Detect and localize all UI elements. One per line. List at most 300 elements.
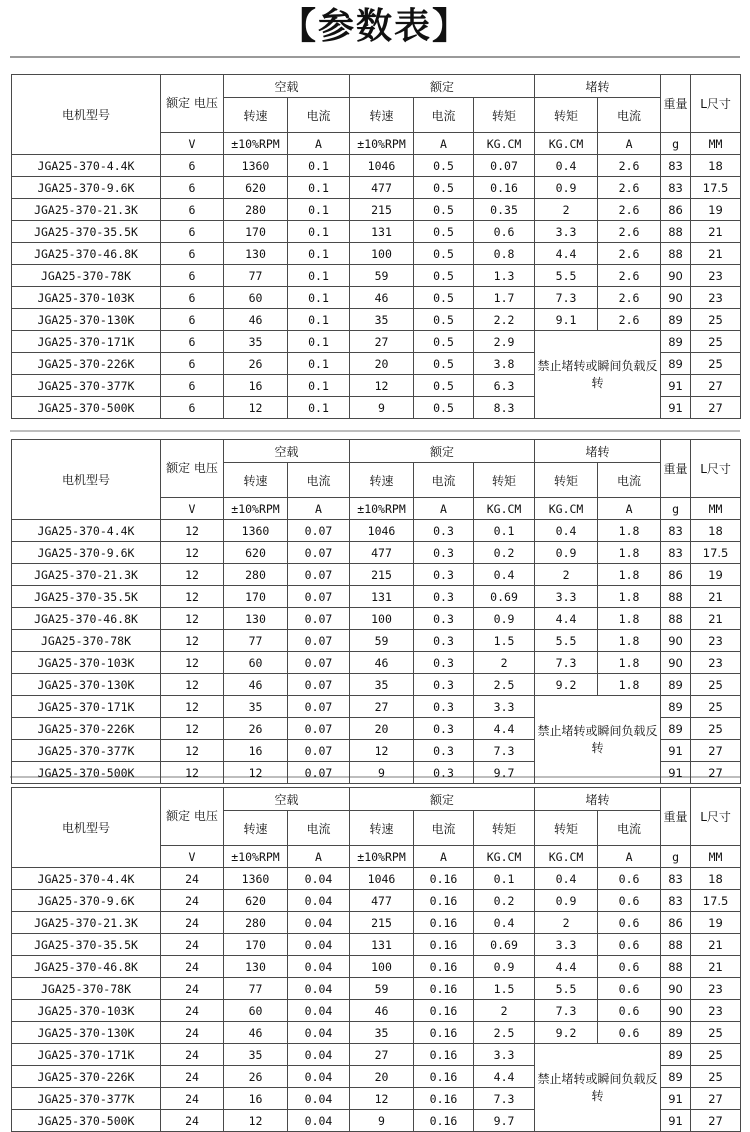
rated-torque-cell: 4.4 (474, 718, 535, 740)
no-load-current-cell: 0.04 (288, 1066, 350, 1088)
rated-speed-cell: 9 (350, 1110, 414, 1132)
weight-header: 重量 (661, 75, 691, 133)
no-load-speed-cell: 26 (224, 353, 288, 375)
rated-current-cell: 0.16 (414, 1088, 474, 1110)
stall-current-cell: 1.8 (598, 630, 661, 652)
voltage-cell: 12 (161, 608, 224, 630)
no-load-speed-cell: 77 (224, 630, 288, 652)
stall-current-cell: 0.6 (598, 956, 661, 978)
unit-cell: g (661, 846, 691, 868)
rated-current-cell: 0.16 (414, 868, 474, 890)
no-load-speed-cell: 26 (224, 1066, 288, 1088)
rated-speed-cell: 59 (350, 265, 414, 287)
stall-torque-cell: 5.5 (535, 630, 598, 652)
weight-cell: 86 (661, 199, 691, 221)
model-cell: JGA25-370-35.5K (12, 586, 161, 608)
rated-current-cell: 0.16 (414, 956, 474, 978)
unit-cell: A (598, 133, 661, 155)
voltage-cell: 12 (161, 652, 224, 674)
stall-not-allowed-note: 禁止堵转或瞬间负载反转 (535, 696, 661, 784)
no-load-speed-cell: 26 (224, 718, 288, 740)
weight-cell: 90 (661, 652, 691, 674)
length-cell: 23 (691, 978, 741, 1000)
rated-speed-cell: 20 (350, 353, 414, 375)
stall-torque-cell: 0.9 (535, 542, 598, 564)
voltage-cell: 6 (161, 309, 224, 331)
no-load-current-cell: 0.1 (288, 375, 350, 397)
rated-current-cell: 0.3 (414, 542, 474, 564)
voltage-cell: 6 (161, 265, 224, 287)
model-cell: JGA25-370-9.6K (12, 177, 161, 199)
rated-speed-cell: 1046 (350, 155, 414, 177)
no-load-current-cell: 0.1 (288, 287, 350, 309)
rated-current-cell: 0.16 (414, 1066, 474, 1088)
table-row (12, 199, 741, 221)
weight-cell: 88 (661, 243, 691, 265)
weight-cell: 91 (661, 397, 691, 419)
rated-speed-cell: 35 (350, 309, 414, 331)
unit-cell: A (414, 498, 474, 520)
unit-cell: g (661, 498, 691, 520)
rated-torque-cell: 0.1 (474, 520, 535, 542)
rated-torque-cell: 3.3 (474, 696, 535, 718)
unit-cell: KG.CM (535, 846, 598, 868)
model-cell: JGA25-370-9.6K (12, 542, 161, 564)
stall-current-cell: 2.6 (598, 155, 661, 177)
voltage-cell: 24 (161, 1044, 224, 1066)
model-cell: JGA25-370-103K (12, 652, 161, 674)
table-row (12, 912, 741, 934)
model-cell: JGA25-370-130K (12, 1022, 161, 1044)
rated-torque-cell: 1.3 (474, 265, 535, 287)
voltage-cell: 12 (161, 520, 224, 542)
table-row (12, 1022, 741, 1044)
stall-current-cell: 1.8 (598, 586, 661, 608)
voltage-cell: 12 (161, 630, 224, 652)
model-cell: JGA25-370-46.8K (12, 956, 161, 978)
weight-cell: 90 (661, 630, 691, 652)
no-load-current-cell: 0.1 (288, 177, 350, 199)
rated-torque-cell: 3.8 (474, 353, 535, 375)
model-cell: JGA25-370-78K (12, 978, 161, 1000)
torque-header: 转矩 (535, 98, 598, 133)
stall-torque-cell: 5.5 (535, 978, 598, 1000)
stall-torque-cell: 0.4 (535, 520, 598, 542)
table-row (12, 934, 741, 956)
stall-current-cell: 1.8 (598, 608, 661, 630)
rated-header: 额定 (350, 75, 535, 98)
rated-current-cell: 0.16 (414, 1044, 474, 1066)
table-row (12, 542, 741, 564)
table-row (12, 1000, 741, 1022)
model-cell: JGA25-370-171K (12, 696, 161, 718)
weight-cell: 91 (661, 1088, 691, 1110)
no-load-current-cell: 0.04 (288, 890, 350, 912)
no-load-speed-cell: 1360 (224, 155, 288, 177)
no-load-current-cell: 0.04 (288, 1022, 350, 1044)
stall-header: 堵转 (535, 75, 661, 98)
stall-torque-cell: 7.3 (535, 1000, 598, 1022)
voltage-cell: 24 (161, 868, 224, 890)
no-load-current-cell: 0.07 (288, 608, 350, 630)
stall-torque-cell: 9.2 (535, 674, 598, 696)
weight-cell: 90 (661, 287, 691, 309)
unit-cell: V (161, 846, 224, 868)
rated-current-cell: 0.5 (414, 375, 474, 397)
voltage-cell: 12 (161, 762, 224, 784)
stall-current-cell: 0.6 (598, 912, 661, 934)
rated-torque-cell: 0.07 (474, 155, 535, 177)
voltage-cell: 6 (161, 353, 224, 375)
length-cell: 21 (691, 586, 741, 608)
length-cell: 25 (691, 1066, 741, 1088)
stall-torque-cell: 0.4 (535, 155, 598, 177)
model-cell: JGA25-370-35.5K (12, 934, 161, 956)
stall-current-cell: 2.6 (598, 243, 661, 265)
no-load-speed-cell: 35 (224, 331, 288, 353)
no-load-current-cell: 0.1 (288, 309, 350, 331)
unit-cell: A (414, 133, 474, 155)
speed-header: 转速 (224, 463, 288, 498)
rated-speed-cell: 46 (350, 287, 414, 309)
rated-speed-cell: 131 (350, 934, 414, 956)
length-cell: 25 (691, 718, 741, 740)
rated-torque-cell: 0.2 (474, 890, 535, 912)
rated-speed-cell: 100 (350, 243, 414, 265)
rated-speed-cell: 477 (350, 177, 414, 199)
rated-speed-cell: 12 (350, 740, 414, 762)
weight-cell: 83 (661, 177, 691, 199)
weight-cell: 91 (661, 1110, 691, 1132)
voltage-cell: 24 (161, 1022, 224, 1044)
stall-header: 堵转 (535, 788, 661, 811)
stall-torque-cell: 4.4 (535, 243, 598, 265)
length-cell: 27 (691, 397, 741, 419)
stall-torque-cell: 2 (535, 912, 598, 934)
unit-cell: KG.CM (474, 846, 535, 868)
rated-speed-cell: 46 (350, 652, 414, 674)
rated-current-cell: 0.3 (414, 674, 474, 696)
rated-torque-cell: 1.5 (474, 978, 535, 1000)
weight-cell: 88 (661, 608, 691, 630)
length-cell: 27 (691, 762, 741, 784)
stall-torque-cell: 0.9 (535, 890, 598, 912)
weight-cell: 90 (661, 1000, 691, 1022)
table-row (12, 956, 741, 978)
torque-header: 转矩 (535, 463, 598, 498)
stall-torque-cell: 3.3 (535, 586, 598, 608)
model-cell: JGA25-370-500K (12, 1110, 161, 1132)
voltage-cell: 6 (161, 397, 224, 419)
weight-cell: 88 (661, 586, 691, 608)
rated-speed-cell: 215 (350, 564, 414, 586)
voltage-cell: 24 (161, 1000, 224, 1022)
torque-header: 转矩 (535, 811, 598, 846)
no-load-speed-cell: 130 (224, 956, 288, 978)
model-cell: JGA25-370-78K (12, 630, 161, 652)
length-cell: 21 (691, 934, 741, 956)
model-cell: JGA25-370-4.4K (12, 868, 161, 890)
length-cell: 21 (691, 221, 741, 243)
no-load-speed-cell: 170 (224, 934, 288, 956)
rated-torque-cell: 0.4 (474, 564, 535, 586)
rated-torque-cell: 0.69 (474, 934, 535, 956)
unit-cell: ±10%RPM (224, 846, 288, 868)
voltage-cell: 12 (161, 740, 224, 762)
voltage-cell: 24 (161, 1110, 224, 1132)
weight-cell: 88 (661, 934, 691, 956)
voltage-cell: 24 (161, 934, 224, 956)
table-row (12, 155, 741, 177)
current-header: 电流 (598, 98, 661, 133)
voltage-cell: 24 (161, 978, 224, 1000)
rated-torque-cell: 3.3 (474, 1044, 535, 1066)
no-load-speed-cell: 1360 (224, 520, 288, 542)
voltage-cell: 6 (161, 243, 224, 265)
rated-torque-cell: 9.7 (474, 762, 535, 784)
no-load-speed-cell: 46 (224, 1022, 288, 1044)
table-row (12, 890, 741, 912)
no-load-current-cell: 0.07 (288, 630, 350, 652)
table-row (12, 1044, 741, 1066)
rated-torque-cell: 7.3 (474, 1088, 535, 1110)
current-header: 电流 (288, 463, 350, 498)
no-load-current-cell: 0.1 (288, 397, 350, 419)
no-load-speed-cell: 77 (224, 978, 288, 1000)
table-row (12, 265, 741, 287)
no-load-speed-cell: 12 (224, 397, 288, 419)
rated-current-cell: 0.5 (414, 155, 474, 177)
stall-current-cell: 2.6 (598, 177, 661, 199)
stall-current-cell: 1.8 (598, 542, 661, 564)
stall-current-cell: 0.6 (598, 1022, 661, 1044)
rated-torque-cell: 0.4 (474, 912, 535, 934)
voltage-cell: 12 (161, 718, 224, 740)
no-load-current-cell: 0.07 (288, 586, 350, 608)
page-title: 【参数表】 (279, 6, 470, 47)
model-cell: JGA25-370-171K (12, 1044, 161, 1066)
rated-header: 额定 (350, 440, 535, 463)
section-divider (10, 430, 740, 432)
no-load-speed-cell: 280 (224, 912, 288, 934)
voltage-cell: 12 (161, 674, 224, 696)
model-cell: JGA25-370-171K (12, 331, 161, 353)
no-load-current-cell: 0.07 (288, 652, 350, 674)
rated-torque-cell: 6.3 (474, 375, 535, 397)
rated-voltage-header: 额定 电压 (161, 440, 224, 498)
rated-current-cell: 0.3 (414, 630, 474, 652)
current-header: 电流 (598, 811, 661, 846)
rated-speed-cell: 27 (350, 1044, 414, 1066)
no-load-current-cell: 0.1 (288, 155, 350, 177)
speed-header: 转速 (224, 811, 288, 846)
rated-current-cell: 0.3 (414, 740, 474, 762)
rated-torque-cell: 0.9 (474, 956, 535, 978)
rated-speed-cell: 215 (350, 912, 414, 934)
torque-header: 转矩 (474, 463, 535, 498)
rated-torque-cell: 2 (474, 1000, 535, 1022)
model-cell: JGA25-370-377K (12, 740, 161, 762)
length-cell: 23 (691, 1000, 741, 1022)
stall-torque-cell: 0.4 (535, 868, 598, 890)
no-load-speed-cell: 130 (224, 608, 288, 630)
rated-speed-cell: 477 (350, 542, 414, 564)
no-load-current-cell: 0.07 (288, 718, 350, 740)
rated-current-cell: 0.3 (414, 608, 474, 630)
table-row (12, 586, 741, 608)
stall-torque-cell: 5.5 (535, 265, 598, 287)
stall-torque-cell: 2 (535, 199, 598, 221)
model-cell: JGA25-370-226K (12, 718, 161, 740)
rated-current-cell: 0.3 (414, 520, 474, 542)
no-load-current-cell: 0.04 (288, 1088, 350, 1110)
rated-current-cell: 0.16 (414, 890, 474, 912)
weight-cell: 89 (661, 696, 691, 718)
rated-torque-cell: 0.2 (474, 542, 535, 564)
stall-current-cell: 2.6 (598, 287, 661, 309)
model-cell: JGA25-370-130K (12, 309, 161, 331)
stall-current-cell: 2.6 (598, 265, 661, 287)
length-cell: 25 (691, 696, 741, 718)
stall-not-allowed-note: 禁止堵转或瞬间负载反转 (535, 331, 661, 419)
weight-cell: 83 (661, 542, 691, 564)
rated-speed-cell: 20 (350, 1066, 414, 1088)
model-cell: JGA25-370-4.4K (12, 520, 161, 542)
length-cell: 23 (691, 630, 741, 652)
rated-current-cell: 0.3 (414, 762, 474, 784)
weight-cell: 89 (661, 1044, 691, 1066)
length-cell: 25 (691, 331, 741, 353)
rated-current-cell: 0.16 (414, 1000, 474, 1022)
rated-current-cell: 0.5 (414, 243, 474, 265)
table-row (12, 608, 741, 630)
weight-cell: 83 (661, 890, 691, 912)
length-cell: 23 (691, 265, 741, 287)
speed-header: 转速 (350, 811, 414, 846)
weight-cell: 89 (661, 1066, 691, 1088)
rated-current-cell: 0.5 (414, 177, 474, 199)
no-load-speed-cell: 60 (224, 652, 288, 674)
current-header: 电流 (288, 811, 350, 846)
unit-cell: ±10%RPM (350, 846, 414, 868)
rated-speed-cell: 9 (350, 762, 414, 784)
weight-cell: 90 (661, 265, 691, 287)
rated-voltage-header: 额定 电压 (161, 75, 224, 133)
weight-cell: 91 (661, 762, 691, 784)
stall-current-cell: 2.6 (598, 221, 661, 243)
unit-cell: g (661, 133, 691, 155)
stall-torque-cell: 0.9 (535, 177, 598, 199)
stall-current-cell: 0.6 (598, 934, 661, 956)
length-header: L尺寸 (691, 75, 741, 133)
length-header: L尺寸 (691, 788, 741, 846)
speed-header: 转速 (350, 98, 414, 133)
rated-current-cell: 0.3 (414, 652, 474, 674)
no-load-header: 空载 (224, 75, 350, 98)
table-row (12, 696, 741, 718)
weight-cell: 89 (661, 353, 691, 375)
weight-header: 重量 (661, 440, 691, 498)
no-load-speed-cell: 280 (224, 199, 288, 221)
stall-current-cell: 0.6 (598, 978, 661, 1000)
no-load-current-cell: 0.04 (288, 912, 350, 934)
no-load-speed-cell: 130 (224, 243, 288, 265)
rated-torque-cell: 2.5 (474, 674, 535, 696)
no-load-current-cell: 0.04 (288, 934, 350, 956)
rated-torque-cell: 0.8 (474, 243, 535, 265)
rated-current-cell: 0.3 (414, 696, 474, 718)
voltage-cell: 24 (161, 1088, 224, 1110)
table-row (12, 978, 741, 1000)
spec-table-6v (11, 74, 741, 419)
length-cell: 27 (691, 1088, 741, 1110)
rated-current-cell: 0.5 (414, 199, 474, 221)
length-cell: 18 (691, 155, 741, 177)
no-load-header: 空载 (224, 440, 350, 463)
rated-current-cell: 0.3 (414, 564, 474, 586)
no-load-speed-cell: 620 (224, 890, 288, 912)
voltage-cell: 24 (161, 890, 224, 912)
stall-torque-cell: 4.4 (535, 608, 598, 630)
current-header: 电流 (288, 98, 350, 133)
voltage-cell: 24 (161, 956, 224, 978)
spec-table-12v (11, 439, 741, 784)
no-load-header: 空载 (224, 788, 350, 811)
weight-cell: 89 (661, 331, 691, 353)
title-divider (10, 56, 740, 58)
model-cell: JGA25-370-226K (12, 353, 161, 375)
unit-cell: ±10%RPM (224, 498, 288, 520)
no-load-speed-cell: 16 (224, 1088, 288, 1110)
model-cell: JGA25-370-500K (12, 762, 161, 784)
weight-cell: 89 (661, 309, 691, 331)
rated-current-cell: 0.3 (414, 586, 474, 608)
no-load-current-cell: 0.04 (288, 1044, 350, 1066)
stall-current-cell: 0.6 (598, 890, 661, 912)
weight-cell: 91 (661, 740, 691, 762)
no-load-current-cell: 0.07 (288, 674, 350, 696)
voltage-cell: 12 (161, 542, 224, 564)
no-load-current-cell: 0.04 (288, 956, 350, 978)
rated-current-cell: 0.16 (414, 1110, 474, 1132)
length-cell: 17.5 (691, 542, 741, 564)
model-cell: JGA25-370-35.5K (12, 221, 161, 243)
rated-speed-cell: 59 (350, 630, 414, 652)
rated-torque-cell: 8.3 (474, 397, 535, 419)
no-load-current-cell: 0.1 (288, 265, 350, 287)
length-cell: 21 (691, 956, 741, 978)
rated-torque-cell: 2 (474, 652, 535, 674)
unit-cell: V (161, 498, 224, 520)
unit-cell: MM (691, 846, 741, 868)
stall-not-allowed-note: 禁止堵转或瞬间负载反转 (535, 1044, 661, 1132)
stall-torque-cell: 7.3 (535, 652, 598, 674)
model-cell: JGA25-370-4.4K (12, 155, 161, 177)
rated-current-cell: 0.3 (414, 718, 474, 740)
no-load-speed-cell: 46 (224, 309, 288, 331)
model-cell: JGA25-370-103K (12, 1000, 161, 1022)
length-cell: 17.5 (691, 890, 741, 912)
unit-cell: ±10%RPM (350, 498, 414, 520)
rated-header: 额定 (350, 788, 535, 811)
no-load-speed-cell: 16 (224, 375, 288, 397)
rated-speed-cell: 46 (350, 1000, 414, 1022)
length-cell: 18 (691, 868, 741, 890)
weight-cell: 86 (661, 912, 691, 934)
voltage-cell: 6 (161, 331, 224, 353)
rated-speed-cell: 215 (350, 199, 414, 221)
unit-cell: ±10%RPM (224, 133, 288, 155)
